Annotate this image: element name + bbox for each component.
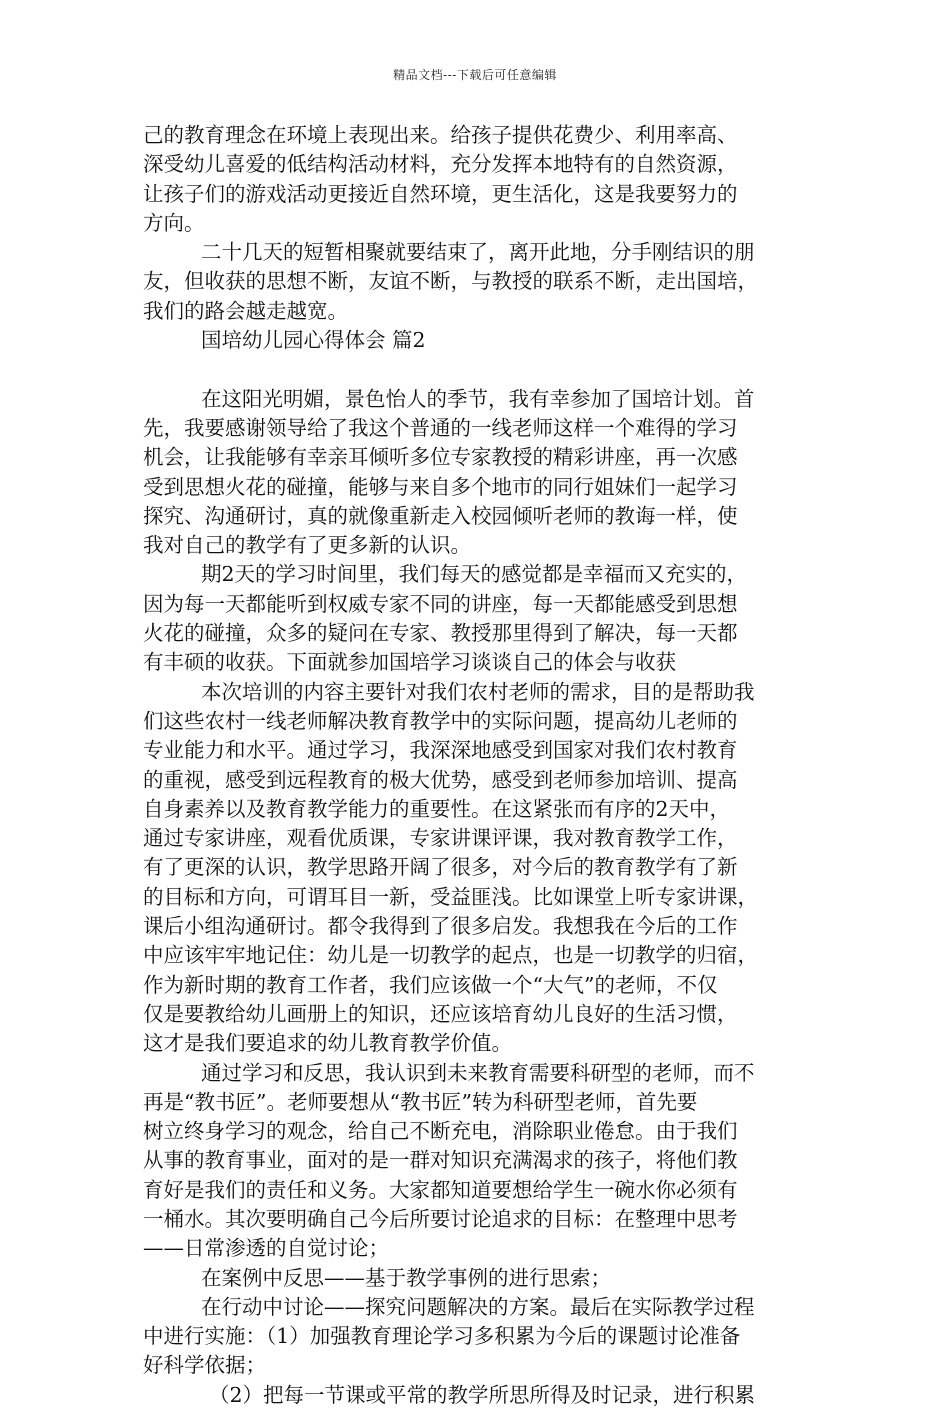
text-line: 在行动中讨论——探究问题解决的方案。最后在实际教学过程	[201, 1294, 755, 1319]
text-line: 通过学习和反思，我认识到未来教育需要科研型的老师，而不	[201, 1060, 755, 1085]
text-line: 的目标和方向，可谓耳目一新，受益匪浅。比如课堂上听专家讲课，	[143, 884, 758, 909]
text-line: （2）把每一节课或平常的教学所思所得及时记录，进行积累	[209, 1382, 756, 1407]
section-heading: 国培幼儿园心得体会 篇2	[201, 328, 426, 353]
page-header: 精品文档---下载后可任意编辑	[393, 68, 557, 82]
text-line: 在这阳光明媚，景色怡人的季节，我有幸参加了国培计划。首	[201, 386, 755, 411]
text-line: 二十几天的短暂相聚就要结束了，离开此地，分手刚结识的朋	[201, 240, 755, 265]
text-line: 我对自己的教学有了更多新的认识。	[143, 533, 471, 558]
text-line: 有丰硕的收获。下面就参加国培学习谈谈自己的体会与收获	[143, 650, 676, 675]
text-line: 通过专家讲座，观看优质课，专家讲课评课，我对教育教学工作，	[143, 826, 738, 851]
text-line: 本次培训的内容主要针对我们农村老师的需求，目的是帮助我	[201, 679, 755, 704]
text-line: 中应该牢牢地记住：幼儿是一切教学的起点，也是一切教学的归宿，	[143, 943, 758, 968]
text-line: 火花的碰撞，众多的疑问在专家、教授那里得到了解决，每一天都	[143, 621, 738, 646]
text-line: 友，但收获的思想不断，友谊不断，与教授的联系不断，走出国培，	[143, 269, 758, 294]
text-line: 期2天的学习时间里，我们每天的感觉都是幸福而又充实的，	[201, 562, 748, 587]
text-line: 有了更深的认识，教学思路开阔了很多，对今后的教育教学有了新	[143, 855, 738, 880]
text-line: 让孩子们的游戏活动更接近自然环境，更生活化，这是我要努力的	[143, 181, 738, 206]
text-line: 专业能力和水平。通过学习，我深深地感受到国家对我们农村教育	[143, 738, 738, 763]
text-line: 从事的教育事业，面对的是一群对知识充满渴求的孩子，将他们教	[143, 1148, 738, 1173]
text-line: 们这些农村一线老师解决教育教学中的实际问题，提高幼儿老师的	[143, 708, 738, 733]
text-line: 受到思想火花的碰撞，能够与来自多个地市的同行姐妹们一起学习	[143, 474, 738, 499]
text-line: ——日常渗透的自觉讨论；	[143, 1236, 389, 1261]
text-line: 我们的路会越走越宽。	[143, 298, 348, 323]
text-line: 一桶水。其次要明确自己今后所要讨论追求的目标：在整理中思考	[143, 1206, 738, 1231]
text-line: 深受幼儿喜爱的低结构活动材料，充分发挥本地特有的自然资源，	[143, 152, 738, 177]
text-line: 方向。	[143, 210, 205, 235]
text-line: 探究、沟通研讨，真的就像重新走入校园倾听老师的教诲一样，使	[143, 503, 738, 528]
text-line: 中进行实施：（1）加强教育理论学习多积累为今后的课题讨论准备	[143, 1324, 741, 1349]
text-line: 树立终身学习的观念，给自己不断充电，消除职业倦怠。由于我们	[143, 1119, 738, 1144]
blank-line	[143, 355, 811, 384]
text-line: 的重视，感受到远程教育的极大优势，感受到老师参加培训、提高	[143, 767, 738, 792]
text-line: 好科学依据；	[143, 1353, 266, 1378]
text-line: 在案例中反思——基于教学事例的进行思索；	[201, 1265, 611, 1290]
text-line: 仅是要教给幼儿画册上的知识，还应该培育幼儿良好的生活习惯，	[143, 1001, 738, 1026]
text-line: 作为新时期的教育工作者，我们应该做一个“大气”的老师，不仅	[143, 972, 718, 997]
text-line: 自身素养以及教育教学能力的重要性。在这紧张而有序的2天中，	[143, 796, 731, 821]
text-line: 这才是我们要追求的幼儿教育教学价值。	[143, 1031, 512, 1056]
text-line: 先，我要感谢领导给了我这个普通的一线老师这样一个难得的学习	[143, 415, 738, 440]
text-line: 课后小组沟通研讨。都令我得到了很多启发。我想我在今后的工作	[143, 914, 738, 939]
document-body	[143, 121, 811, 1410]
text-line: 育好是我们的责任和义务。大家都知道要想给学生一碗水你必须有	[143, 1177, 738, 1202]
text-line: 己的教育理念在环境上表现出来。给孩子提供花费少、利用率高、	[143, 123, 738, 147]
text-line: 因为每一天都能听到权威专家不同的讲座，每一天都能感受到思想	[143, 591, 738, 616]
text-line: 再是“教书匠”。老师要想从“教书匠”转为科研型老师，首先要	[143, 1089, 698, 1114]
text-line: 机会，让我能够有幸亲耳倾听多位专家教授的精彩讲座，再一次感	[143, 445, 738, 470]
